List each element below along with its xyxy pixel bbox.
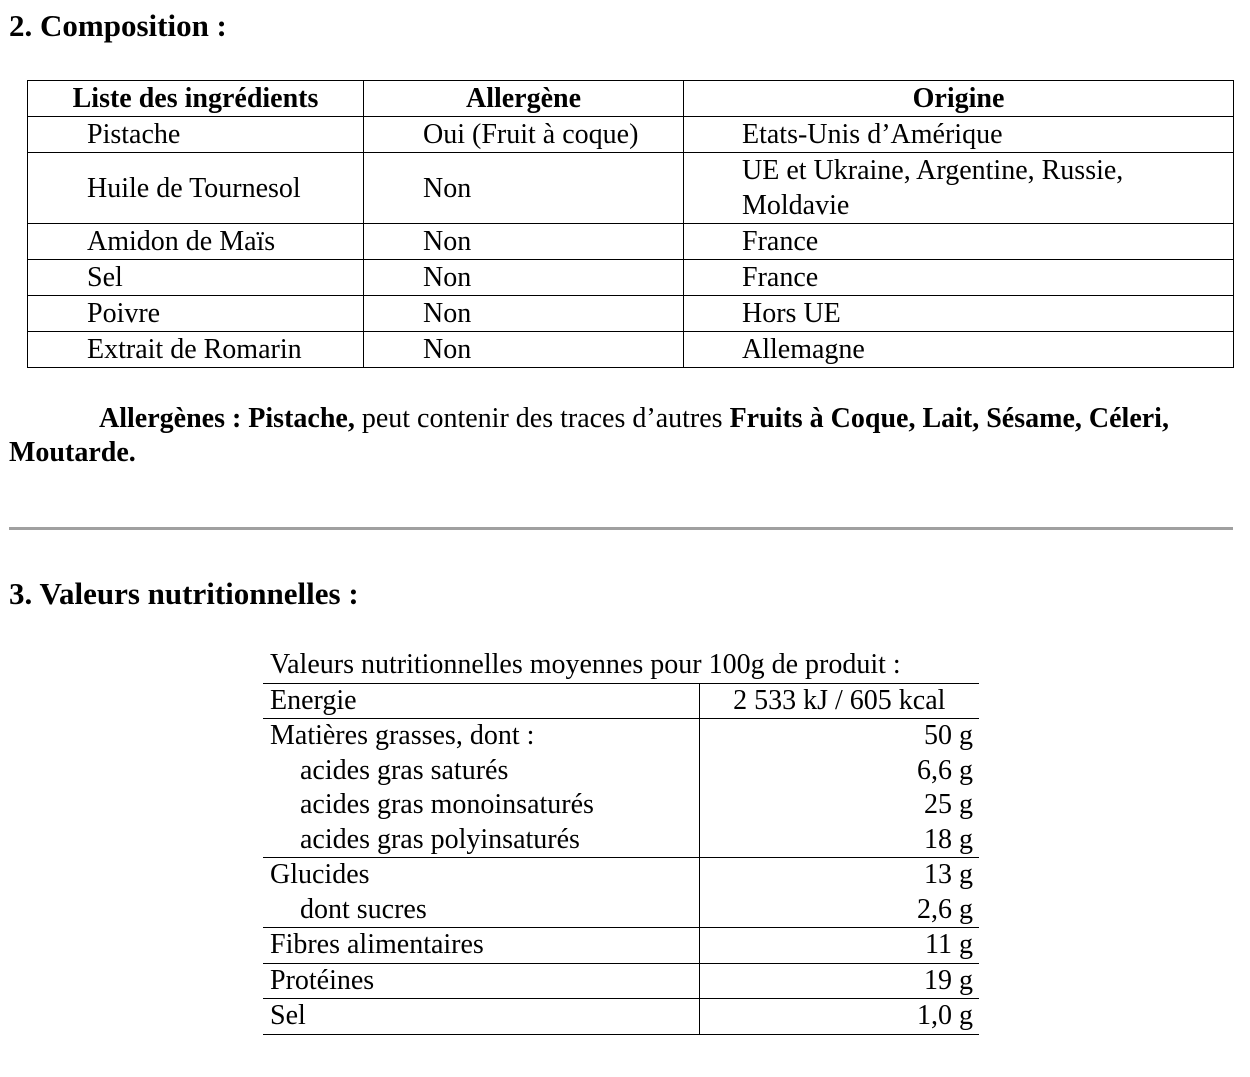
nutrition-row [263,823,979,858]
nutrient-label: Energie [270,684,357,716]
nutrition-row [263,893,979,928]
nutrient-label: acides gras polyinsaturés [300,823,580,855]
composition-row [28,153,1234,224]
composition-header-row [28,81,1234,117]
nutrient-value: 2 533 kJ / 605 kcal [699,683,979,719]
nutrient-label: acides gras saturés [300,754,509,786]
nutrition-caption: Valeurs nutritionnelles moyennes pour 100g de produit : [263,648,979,683]
ingredient-origin: Hors UE [684,296,1234,332]
nutrition-row [263,999,979,1035]
nutrition-row [263,719,979,754]
nutrient-label: Sel [263,999,699,1035]
section-divider [9,527,1233,530]
nutrient-label: dont sucres [300,893,427,925]
allergens-note [9,402,1179,470]
nutrition-caption-row [263,648,979,683]
ingredient-allergen: Non [364,332,684,368]
ingredient-allergen: Oui (Fruit à coque) [364,117,684,153]
header-origin: Origine [684,81,1234,117]
ingredient-origin: France [684,224,1234,260]
composition-row [28,224,1234,260]
composition-row [28,117,1234,153]
ingredient-allergen: Non [364,260,684,296]
nutrient-value: 11 g [699,928,979,964]
ingredient-origin: Etats-Unis d’Amérique [684,117,1234,153]
nutrient-value: 2,6 g [699,893,979,928]
composition-row [28,260,1234,296]
allergens-traces: Fruits à Coque, Lait, Sésame, Céleri, Moutarde. [9,403,1169,468]
nutrient-value: 6,6 g [699,754,979,789]
allergens-middle-text: peut contenir des traces d’autres [361,403,723,434]
nutrient-value: 18 g [699,823,979,858]
ingredient-name: Poivre [28,296,364,332]
composition-table [27,80,1234,368]
nutrition-row [263,754,979,789]
nutrient-label: Glucides [263,858,699,893]
ingredient-allergen: Non [364,296,684,332]
nutrition-row [263,683,979,719]
header-allergen: Allergène [364,81,684,117]
nutrient-label: Fibres alimentaires [263,928,699,964]
allergens-label: Allergènes : [99,403,242,434]
nutrition-row [263,963,979,999]
header-ingredients: Liste des ingrédients [28,81,364,117]
nutrient-value: 25 g [699,788,979,823]
nutrient-label: Protéines [263,963,699,999]
nutrition-row [263,858,979,893]
nutrient-label: acides gras monoinsaturés [300,789,594,820]
nutrient-value: 1,0 g [699,999,979,1035]
nutrient-value: 13 g [699,858,979,893]
nutrition-table [263,648,979,1035]
ingredient-allergen: Non [364,224,684,260]
nutrient-value: 19 g [699,963,979,999]
allergens-main: Pistache, [248,403,355,434]
nutrient-value: 50 g [699,719,979,754]
composition-row [28,296,1234,332]
nutrition-row [263,928,979,964]
composition-row [28,332,1234,368]
ingredient-name: Amidon de Maïs [28,224,364,260]
ingredient-origin: France [684,260,1234,296]
ingredient-allergen: Non [364,153,684,224]
ingredient-origin: UE et Ukraine, Argentine, Russie, Moldavie [684,153,1234,224]
ingredient-name: Pistache [28,117,364,153]
ingredient-name: Huile de Tournesol [28,153,364,224]
ingredient-name: Extrait de Romarin [28,332,364,368]
ingredient-origin: Allemagne [684,332,1234,368]
nutrition-section-title: 3. Valeurs nutritionnelles : [9,576,359,611]
composition-section-title: 2. Composition : [9,8,227,43]
nutrition-row [263,788,979,823]
ingredient-name: Sel [28,260,364,296]
nutrient-label: Matières grasses, dont : [263,719,699,754]
